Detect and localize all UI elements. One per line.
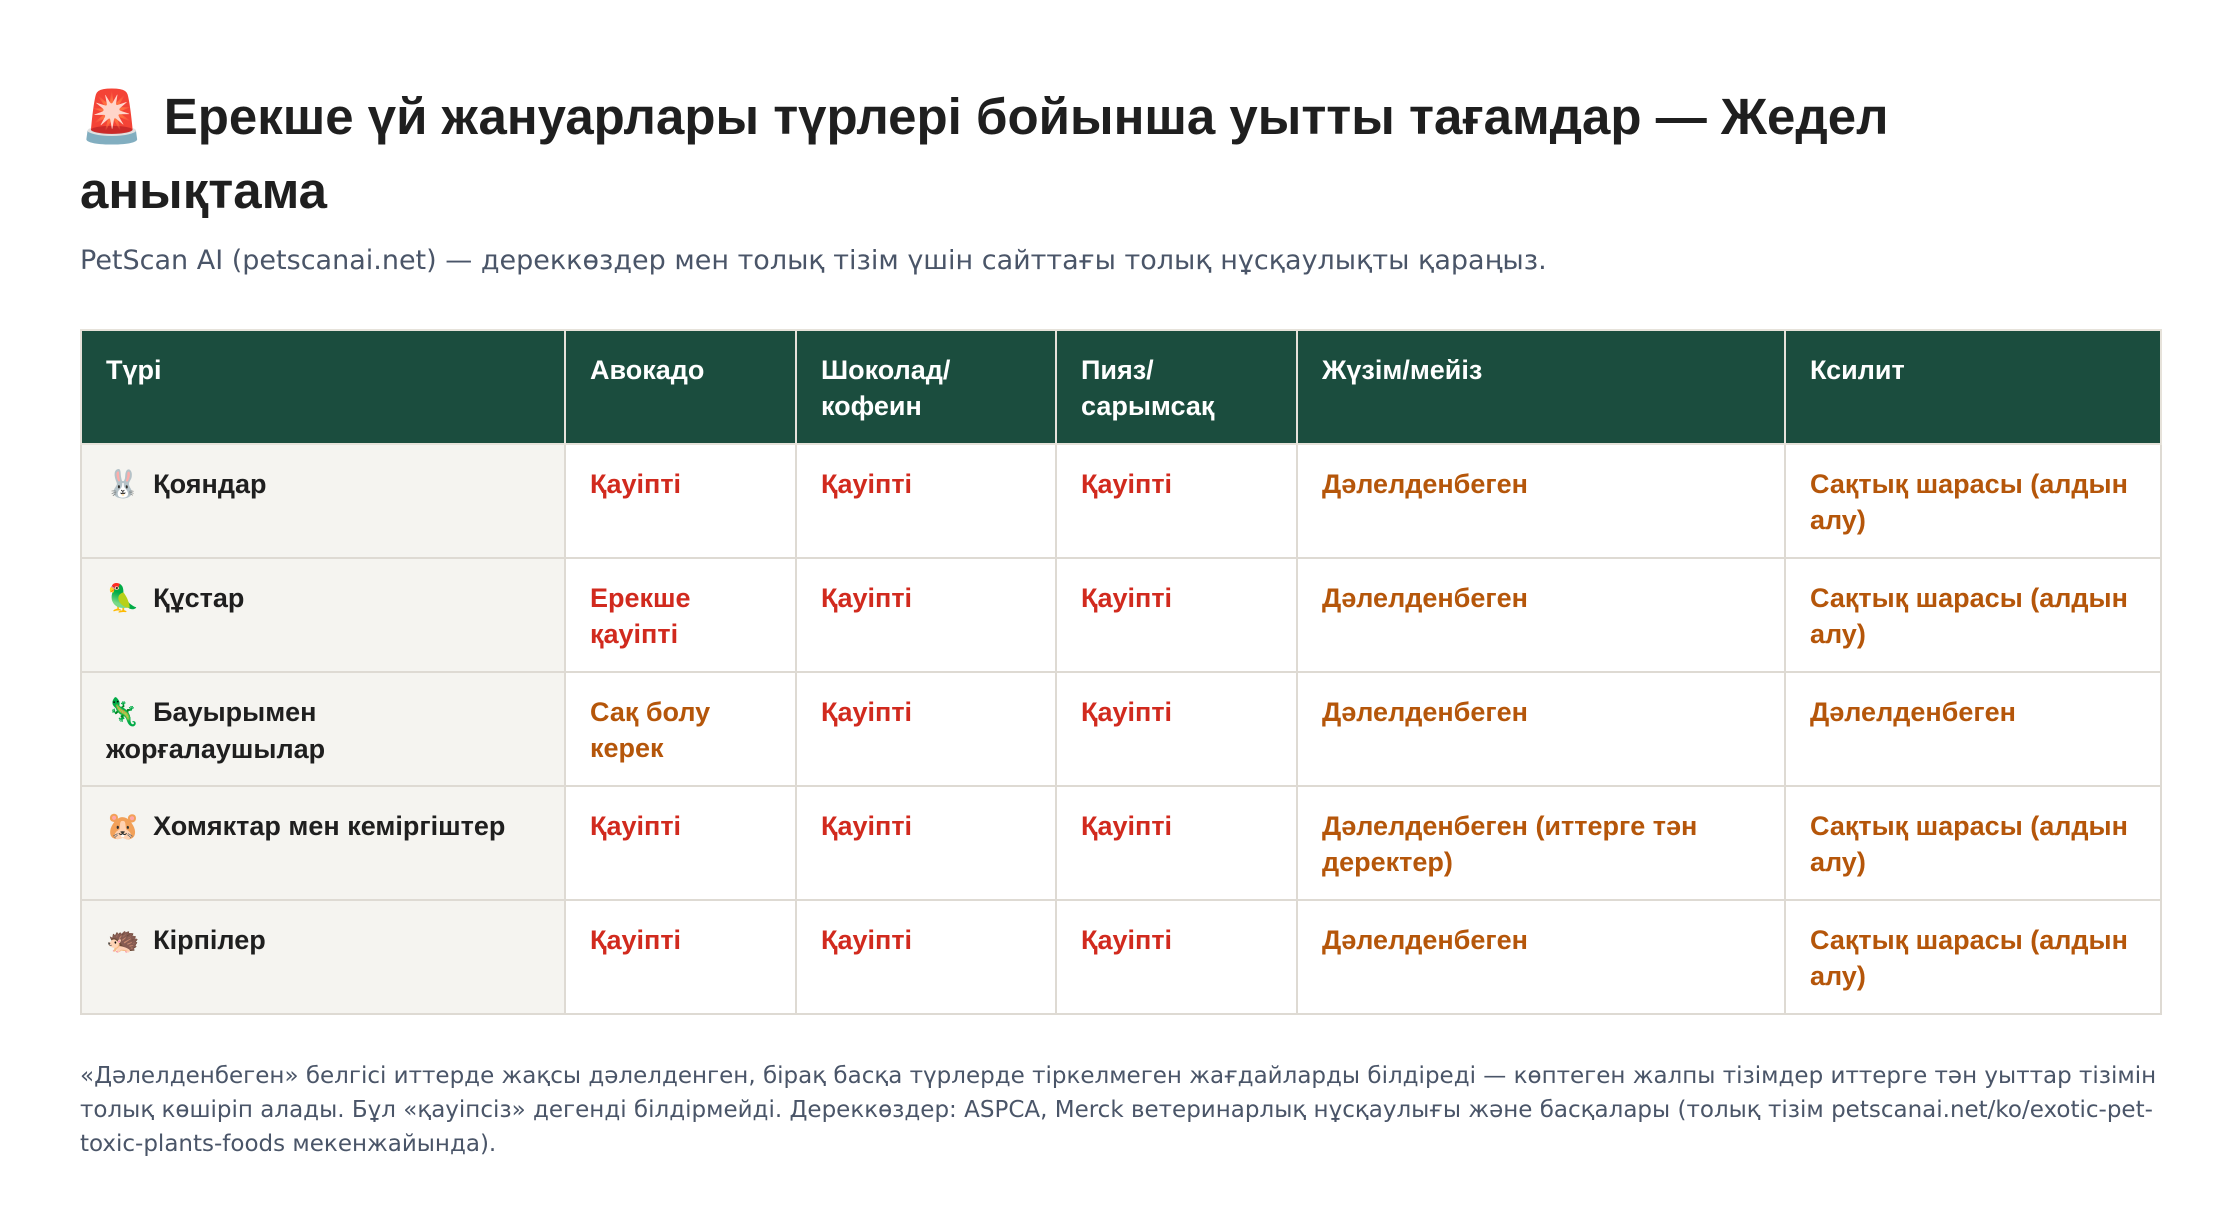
lizard-icon: 🦎 xyxy=(106,697,140,728)
rabbit-icon: 🐰 xyxy=(106,469,140,500)
table-row xyxy=(81,900,2161,1014)
status-cell: Сақтық шарасы (алдын алу) xyxy=(1785,444,2161,558)
status-cell: Қауіпті xyxy=(565,900,796,1014)
siren-icon: 🚨 xyxy=(80,88,144,147)
status-cell: Қауіпті xyxy=(1056,900,1297,1014)
status-cell: Қауіпті xyxy=(796,672,1056,786)
status-cell: Қауіпті xyxy=(1056,672,1297,786)
status-cell: Ерекше қауіпті xyxy=(565,558,796,672)
status-cell: Қауіпті xyxy=(796,786,1056,900)
species-label: Кірпілер xyxy=(153,925,266,955)
status-cell: Қауіпті xyxy=(796,558,1056,672)
toxicity-table xyxy=(80,329,2162,1015)
page-title-text: Ерекше үй жануарлары түрлері бойынша уытты тағамдар — Жедел анықтама xyxy=(80,88,1889,219)
status-cell: Сақтық шарасы (алдын алу) xyxy=(1785,900,2161,1014)
status-cell: Қауіпті xyxy=(1056,444,1297,558)
column-header-grape: Жүзім/мейіз xyxy=(1297,330,1785,444)
page-subtitle: PetScan AI (petscanai.net) — дереккөздер мен толық тізім үшін сайттағы толық нұсқаулықты қараңыз. xyxy=(80,245,1547,276)
hedgehog-icon: 🦔 xyxy=(106,925,140,956)
species-cell xyxy=(81,900,565,1014)
table-row xyxy=(81,558,2161,672)
status-cell: Қауіпті xyxy=(1056,786,1297,900)
table-header-row xyxy=(81,330,2161,444)
table-row xyxy=(81,444,2161,558)
parrot-icon: 🦜 xyxy=(106,583,140,614)
status-cell: Сақтық шарасы (алдын алу) xyxy=(1785,558,2161,672)
column-header-species: Түрі xyxy=(81,330,565,444)
species-label: Бауырымен жорғалаушылар xyxy=(106,697,326,764)
species-label: Хомяктар мен кеміргіштер xyxy=(153,811,506,841)
status-cell: Дәлелденбеген xyxy=(1297,558,1785,672)
column-header-avocado: Авокадо xyxy=(565,330,796,444)
species-cell xyxy=(81,786,565,900)
status-cell: Қауіпті xyxy=(565,786,796,900)
table-row xyxy=(81,672,2161,786)
status-cell: Қауіпті xyxy=(796,900,1056,1014)
column-header-xylitol: Ксилит xyxy=(1785,330,2161,444)
table-row xyxy=(81,786,2161,900)
species-cell xyxy=(81,558,565,672)
column-header-onion: Пияз/ сарымсақ xyxy=(1056,330,1297,444)
footnote: «Дәлелденбеген» белгісі иттерде жақсы дәлелденген, бірақ басқа түрлерде тіркелмеген жағдайларды білдіреді — көптеген жалпы тізімдер иттерге тән уыттар тізімін толық көшіріп алады. Бұл «қауіпсіз» дегенді білдірмейді. Дереккөздер: ASPCA, Merck ветеринарлық нұсқаулығы және басқалары (толық тізім petscanai.net/ko/exotic-pet-toxic-plants-foods мекенжайында). xyxy=(80,1063,2157,1157)
status-cell: Қауіпті xyxy=(1056,558,1297,672)
hamster-icon: 🐹 xyxy=(106,811,140,842)
status-cell: Дәлелденбеген (иттерге тән деректер) xyxy=(1297,786,1785,900)
species-cell xyxy=(81,444,565,558)
column-header-chocolate: Шоколад/ кофеин xyxy=(796,330,1056,444)
status-cell: Дәлелденбеген xyxy=(1297,444,1785,558)
species-cell xyxy=(81,672,565,786)
species-label: Қояндар xyxy=(153,469,267,499)
species-label: Құстар xyxy=(153,583,245,613)
page-title xyxy=(80,80,2080,227)
status-cell: Дәлелденбеген xyxy=(1785,672,2161,786)
status-cell: Қауіпті xyxy=(565,444,796,558)
status-cell: Сақтық шарасы (алдын алу) xyxy=(1785,786,2161,900)
status-cell: Дәлелденбеген xyxy=(1297,900,1785,1014)
status-cell: Қауіпті xyxy=(796,444,1056,558)
status-cell: Дәлелденбеген xyxy=(1297,672,1785,786)
status-cell: Сақ болу керек xyxy=(565,672,796,786)
